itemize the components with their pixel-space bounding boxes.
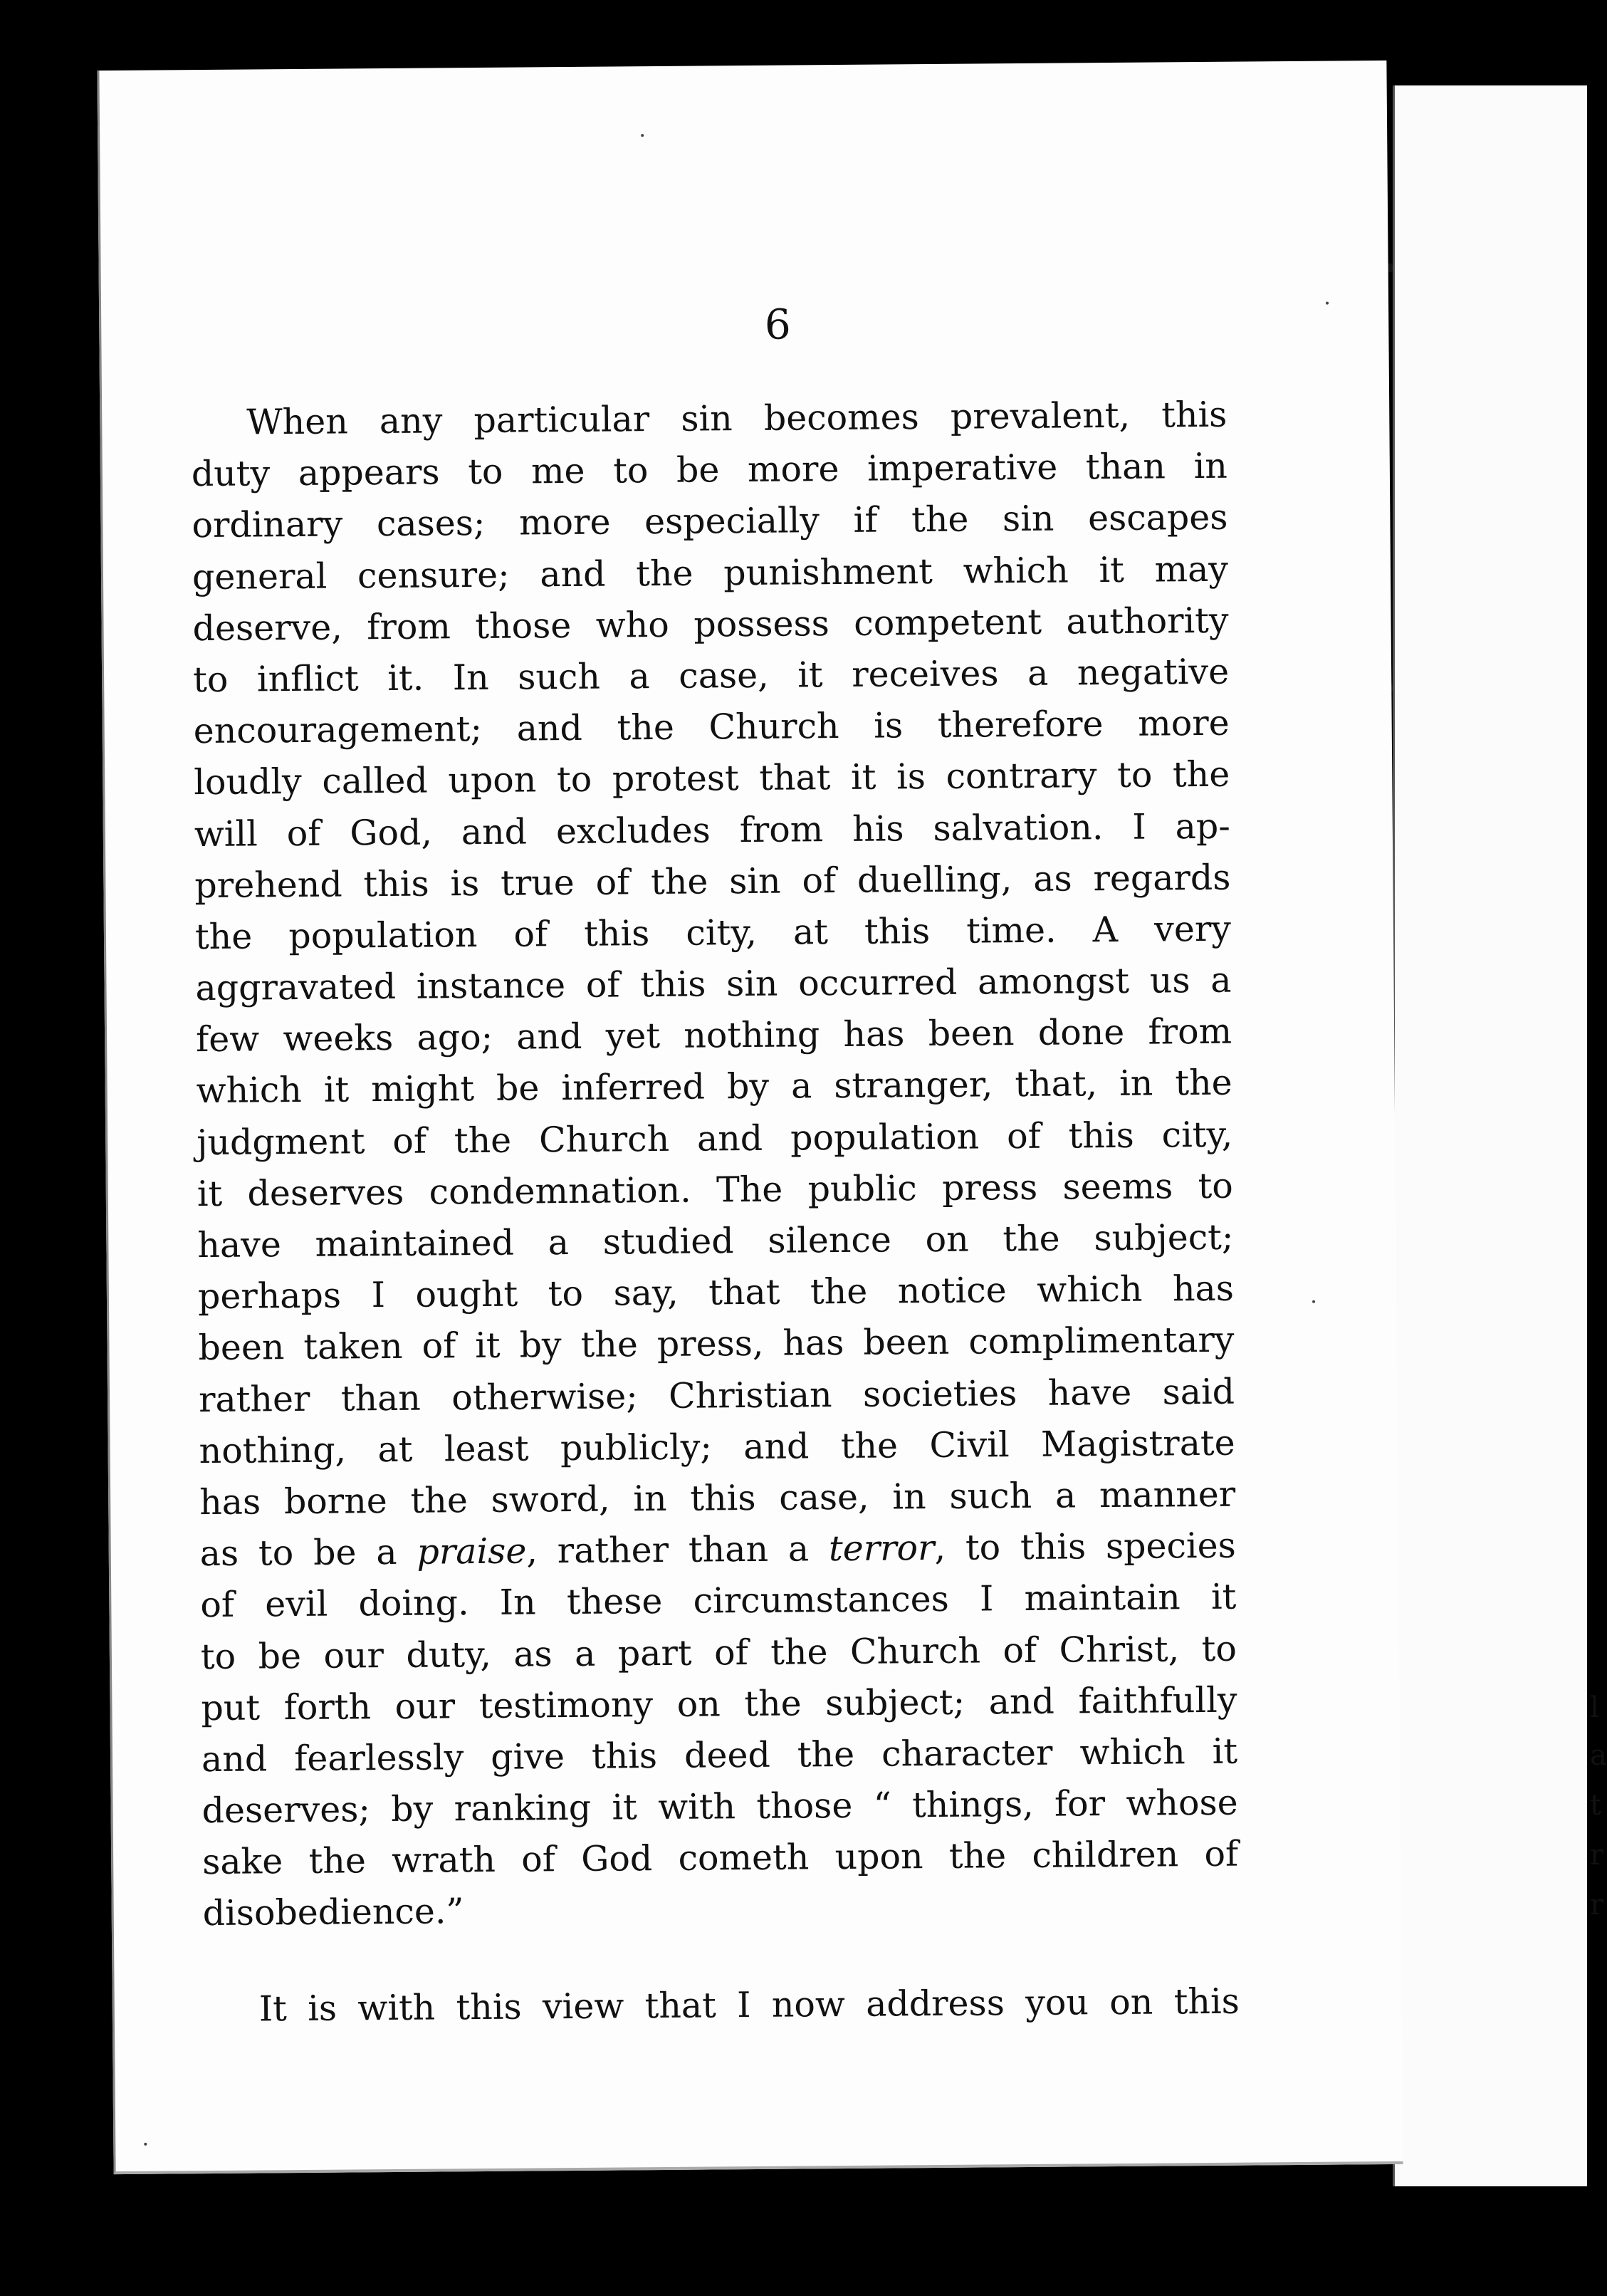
text-line: will of God, and excludes from his salvation. I ap- [194,805,1231,855]
emphasis-terror: terror [828,1528,935,1570]
text-line: put forth our testimony on the subject; and faithfully [201,1679,1237,1728]
text-line: deserves; by ranking it with those “ things, for whose [201,1782,1238,1832]
text-line: have maintained a studied silence on the subject; [197,1216,1234,1266]
facing-page-edge [1393,85,1607,2186]
edge-glyph: r [1590,1839,1604,1872]
edge-glyph: r [1590,1889,1604,1921]
text-fragment: as to be a [199,1531,417,1575]
body-text [191,390,1240,2035]
text-line: deserve, from those who possess competent authority [192,600,1229,649]
text-fragment: , to this species [934,1525,1236,1569]
text-line: the population of this city, at this time. A very [194,908,1232,957]
text-line: duty appears to me to be more imperative than in [191,445,1228,495]
edge-glyph: l [1590,1691,1599,1724]
text-line: to be our duty, as a part of the Church of Christ, to [200,1628,1237,1677]
text-line: it deserves condemnation. The public press seems to [197,1165,1233,1214]
text-line: judgment of the Church and population of this city, [197,1114,1233,1163]
book-page [97,61,1403,2174]
text-line: prehend this is true of the sin of duelling, as regards [194,857,1231,906]
text-line: few weeks ago; and yet nothing has been done from [195,1011,1232,1060]
text-line: When any particular sin becomes prevalent, this [246,394,1228,443]
emphasis-praise: praise [417,1530,527,1572]
text-line: and fearlessly give this deed the character which it [201,1731,1238,1780]
text-line: ordinary cases; more especially if the sin escapes [192,497,1228,546]
text-line: disobedience.” [202,1891,464,1934]
paper-speck [1312,1300,1315,1303]
text-line: to inflict it. In such a case, it receives a negative [192,651,1230,701]
paper-speck [1326,302,1329,305]
text-line: loudly called upon to protest that it is contrary to the [194,754,1230,803]
text-fragment: , rather than a [526,1528,829,1572]
page-number: 6 [764,300,791,349]
text-line: which it might be inferred by a stranger, that, in the [196,1063,1232,1112]
text-line: perhaps I ought to say, that the notice which has [197,1268,1235,1317]
edge-glyph: t [1590,1789,1602,1822]
text-line: It is with this view that I now address you on this [258,1981,1240,2030]
text-line: encouragement; and the Church is therefore more [193,702,1230,752]
edge-glyph: a [1590,1739,1607,1772]
paper-speck [641,134,644,137]
text-line: been taken of it by the press, has been complimentary [198,1320,1235,1369]
text-line: has borne the sword, in this case, in such a manner [199,1473,1236,1523]
text-line: nothing, at least publicly; and the Civil Magistrate [199,1422,1235,1471]
text-line: sake the wrath of God cometh upon the children of [201,1833,1239,1883]
paper-speck [144,2143,147,2146]
text-line: aggravated instance of this sin occurred amongst us a [195,959,1232,1009]
text-line: general censure; and the punishment which it may [192,548,1229,598]
text-line: of evil doing. In these circumstances I maintain it [200,1576,1237,1626]
text-line: rather than otherwise; Christian societies have said [198,1371,1235,1420]
text-line-with-emphasis [200,1520,1237,1580]
